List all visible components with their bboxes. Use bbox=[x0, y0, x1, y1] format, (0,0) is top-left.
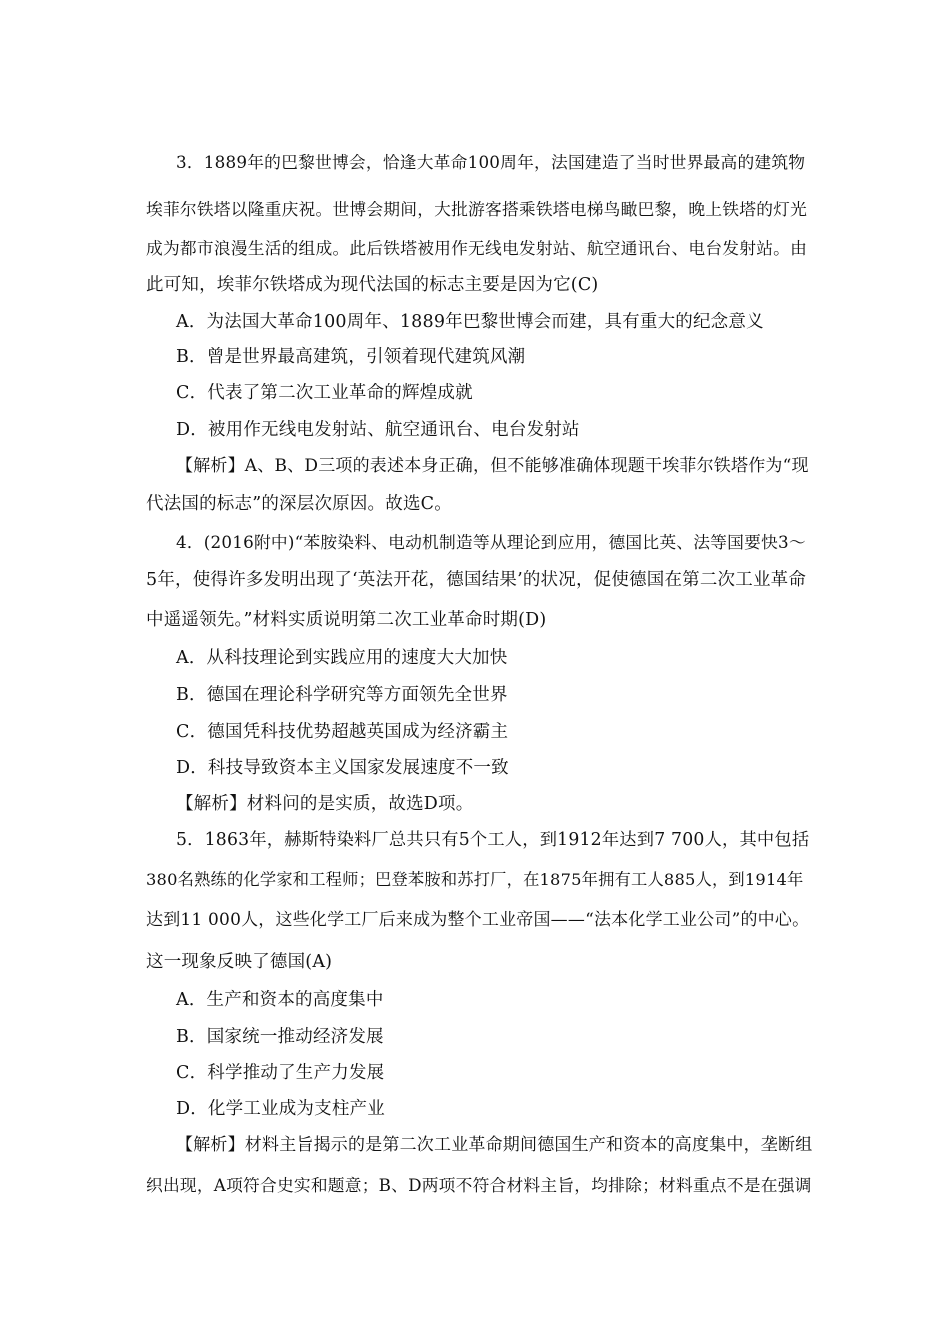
q4-option-a: A．从科技理论到实践应用的速度大大加快 bbox=[176, 648, 508, 668]
q5-option-d: D．化学工业成为支柱产业 bbox=[176, 1099, 385, 1119]
q3-option-d: D．被用作无线电发射站、航空通讯台、电台发射站 bbox=[176, 420, 580, 440]
q5-stem-line-2: 380名熟练的化学家和工程师；巴登苯胺和苏打厂，在1875年拥有工人885人，到1914年 bbox=[146, 870, 804, 889]
q4-stem-line-3: 中遥遥领先。”材料实质说明第二次工业革命时期(D) bbox=[146, 610, 547, 630]
q3-analysis-line-1: 【解析】A、B、D三项的表述本身正确，但不能够准确体现题干埃菲尔铁塔作为“现 bbox=[176, 456, 809, 476]
q5-option-a: A．生产和资本的高度集中 bbox=[176, 990, 384, 1010]
q4-stem-line-1: 4．(2016附中)“苯胺染料、电动机制造等从理论到应用，德国比英、法等国要快3～ bbox=[176, 532, 806, 552]
q5-analysis-line-1: 【解析】材料主旨揭示的是第二次工业革命期间德国生产和资本的高度集中，垄断组 bbox=[176, 1135, 813, 1155]
q3-option-b: B．曾是世界最高建筑，引领着现代建筑风潮 bbox=[176, 347, 526, 367]
q5-option-c: C．科学推动了生产力发展 bbox=[176, 1063, 385, 1083]
q4-option-d: D．科技导致资本主义国家发展速度不一致 bbox=[176, 758, 509, 778]
q5-option-b: B．国家统一推动经济发展 bbox=[176, 1027, 384, 1047]
q4-analysis-line-1: 【解析】材料问的是实质，故选D项。 bbox=[176, 794, 474, 814]
q5-analysis-line-2: 织出现，A项符合史实和题意；B、D两项不符合材料主旨，均排除；材料重点不是在强调 bbox=[146, 1175, 812, 1195]
q3-stem-line-4: 此可知，埃菲尔铁塔成为现代法国的标志主要是因为它(C) bbox=[146, 275, 599, 295]
q3-option-c: C．代表了第二次工业革命的辉煌成就 bbox=[176, 383, 473, 403]
q4-stem-line-2: 5年，使得许多发明出现了‘英法开花，德国结果’的状况，促使德国在第二次工业革命 bbox=[146, 570, 807, 590]
q5-stem-line-4: 这一现象反映了德国(A) bbox=[146, 952, 333, 972]
q3-stem-line-3: 成为都市浪漫生活的组成。此后铁塔被用作无线电发射站、航空通讯台、电台发射站。由 bbox=[146, 238, 808, 258]
q4-option-c: C．德国凭科技优势超越英国成为经济霸主 bbox=[176, 722, 509, 742]
q3-analysis-line-2: 代法国的标志”的深层次原因。故选C。 bbox=[146, 494, 452, 514]
q5-stem-line-3: 达到11 000人，这些化学工厂后来成为整个工业帝国——“法本化学工业公司”的中心。 bbox=[146, 910, 810, 930]
q3-stem-line-1: 3．1889年的巴黎世博会，恰逢大革命100周年，法国建造了当时世界最高的建筑物 bbox=[176, 152, 806, 172]
q5-stem-line-1: 5．1863年，赫斯特染料厂总共只有5个工人，到1912年达到7 700人，其中包括 bbox=[176, 830, 810, 850]
q3-option-a: A．为法国大革命100周年、1889年巴黎世博会而建，具有重大的纪念意义 bbox=[176, 312, 764, 332]
q4-option-b: B．德国在理论科学研究等方面领先全世界 bbox=[176, 685, 508, 705]
q3-stem-line-2: 埃菲尔铁塔以隆重庆祝。世博会期间，大批游客搭乘铁塔电梯鸟瞰巴黎，晚上铁塔的灯光 bbox=[146, 199, 808, 219]
